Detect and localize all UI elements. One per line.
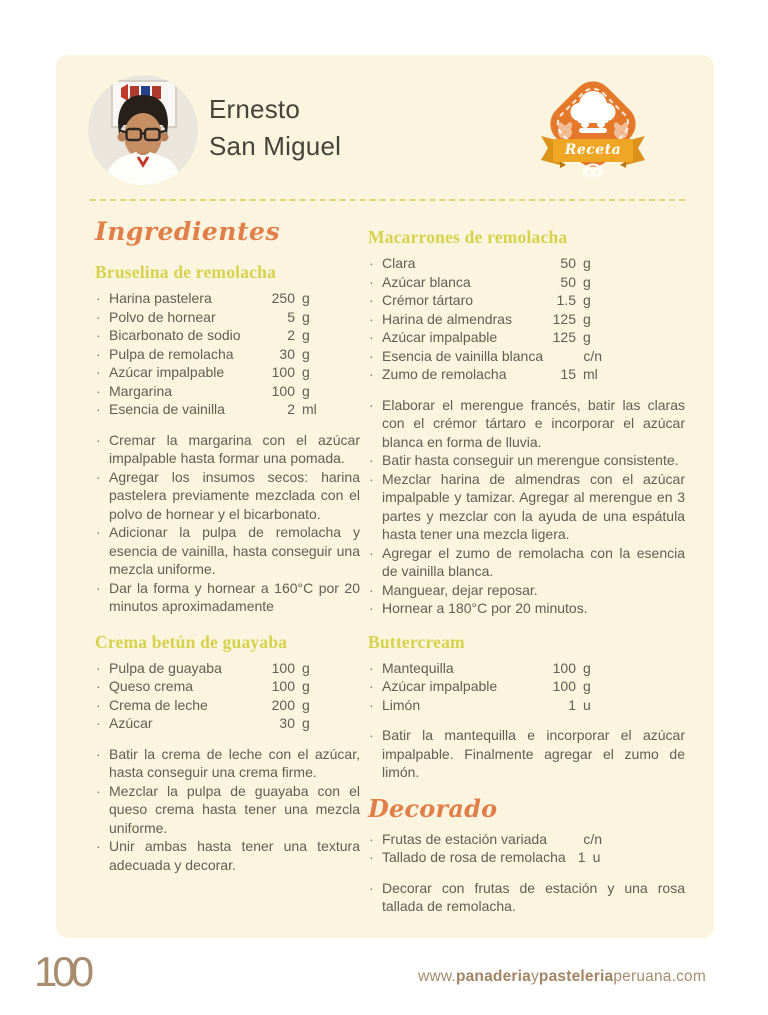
ingredient-row [95,289,321,308]
url-mid: y [530,968,539,985]
section-title: Macarrones de remolacha [368,227,568,247]
ingredient-row [95,308,321,327]
ingredient-name: · Harina de almendras [382,310,512,327]
ingredient-row [95,345,321,364]
ingredient-quantity: 2 [287,401,295,417]
url-bold-panaderia: panaderia [455,968,531,985]
section-title: Buttercream [368,631,465,652]
chef-portrait-photo-icon [88,75,198,185]
ingredient-unit: g [302,345,310,362]
ingredient-row [368,291,602,310]
step-list [368,879,685,916]
ingredient-name: · Clara [382,255,416,271]
step-item: · Elaborar el merengue francés, batir las claras con el crémor tártaro e incorporar el azúcar blanca en forma de lluvia. [368,396,685,452]
ingredient-unit: g [583,329,591,345]
ingredient-row [368,254,602,273]
step-list [368,726,685,782]
ingredient-unit: u [583,696,591,713]
ingredient-unit: g [302,327,310,343]
ingredient-name: · Azúcar blanca [382,273,471,290]
ingredient-name: · Azúcar impalpable [382,329,498,345]
step-item: · Hornear a 180°C por 20 minutos. [368,599,685,618]
website-url [418,968,706,986]
ingredient-name: · Esencia de vainilla [109,401,225,417]
ingredient-unit: u [592,849,601,865]
receta-badge [538,71,648,185]
url-suffix: peruana.com [613,968,706,985]
url-bold-pasteleria: pasteleria [538,968,614,985]
chef-hat-badge-icon [538,71,648,185]
ingredient-quantity [543,347,576,366]
header [56,55,714,185]
ingredient-quantity: 200 [271,696,295,713]
ingredient-row [368,677,602,696]
step-item: · Dar la forma y hornear a 160°C por 20 minutos aproximadamente [95,579,360,616]
ingredient-list [95,659,321,733]
ingredient-unit: g [302,382,310,399]
ingredient-list [368,830,602,867]
ingredient-name: · Margarina [109,382,173,399]
ingredients-heading: Ingredientes [95,217,281,246]
ingredient-row [95,677,321,696]
step-item: · Batir hasta conseguir un merengue consistente. [368,451,685,470]
ingredient-quantity: 15 [560,366,576,382]
step-item: · Cremar la margarina con el azúcar impalpable hasta formar una pomada. [95,431,360,468]
ingredient-unit: ml [583,366,598,382]
step-item: · Manguear, dejar reposar. [368,581,685,600]
ingredient-name: · Pulpa de remolacha [109,345,234,362]
ingredient-quantity: 1 [577,849,586,865]
ingredient-list [368,254,602,384]
ingredient-row [368,659,602,678]
step-item: · Mezclar la pulpa de guayaba con el queso crema hasta tener una mezcla uniforme. [95,782,360,838]
ingredient-row [368,848,602,867]
chef-last-name: San Miguel [209,131,342,161]
ingredient-name: · Harina pastelera [109,290,212,306]
step-list [368,396,685,618]
section-buttercream [368,632,685,782]
ingredient-quantity: 100 [552,659,576,676]
step-list [95,431,360,616]
step-item: · Decorar con frutas de estación y una rosa tallada de remolacha. [368,879,685,916]
ingredient-quantity: 50 [560,255,576,271]
chef-name [209,91,341,165]
ingredient-unit: g [583,273,591,290]
ingredient-row [368,696,602,715]
ingredient-quantity: 1 [568,696,576,713]
section-title: Decorado [368,793,498,823]
ingredient-unit: ml [302,401,317,417]
step-item: · Unir ambas hasta tener una textura adecuada y decorar. [95,837,360,874]
ingredient-unit: g [302,364,310,380]
section-crema-betun [95,632,360,875]
ingredient-name: · Pulpa de guayaba [109,659,222,676]
step-list [95,745,360,875]
ingredient-quantity: 30 [279,715,295,731]
ingredient-list [95,289,321,419]
step-item: · Adicionar la pulpa de remolacha y esencia de vainilla, hasta conseguir una mezcla uniforme. [95,523,360,579]
ingredient-row [95,714,321,733]
ingredient-name: · Tallado de rosa de remolacha [382,849,566,865]
section-bruselina [95,262,360,616]
ingredient-name: · Frutas de estación variada [382,830,547,847]
ingredient-quantity [547,830,576,849]
ingredient-quantity: 5 [287,308,295,325]
ingredient-unit: g [583,292,591,308]
step-item: · Batir la crema de leche con el azúcar, hasta conseguir una crema firme. [95,745,360,782]
ingredient-name: · Queso crema [109,678,194,694]
ingredient-name: · Limón [382,696,421,713]
ingredient-name: · Mantequilla [382,659,454,676]
ingredient-quantity: 125 [552,329,576,345]
ingredient-unit: g [583,310,591,327]
ingredient-quantity: 30 [279,345,295,362]
step-item: · Agregar los insumos secos: harina pastelera previamente mezclada con el polvo de hornear y el bicarbonato. [95,468,360,524]
ingredient-row [368,273,602,292]
chef-photo [88,75,198,185]
ingredient-name: · Esencia de vainilla blanca [382,347,544,364]
ingredient-name: · Crémor tártaro [382,292,474,308]
ingredient-row [368,328,602,347]
ingredient-name: · Azúcar impalpable [109,364,225,380]
step-item: · Batir la mantequilla e incorporar el azúcar impalpable. Finalmente agregar el zumo de limón. [368,726,685,782]
ingredient-quantity: 100 [271,382,295,399]
ingredient-row [368,830,602,849]
ingredient-unit: g [302,696,310,713]
left-column [95,217,360,916]
ingredient-row [95,363,321,382]
ingredient-row [95,382,321,401]
ingredient-unit: c/n [583,830,602,847]
url-prefix: www. [418,968,456,985]
ingredient-quantity: 50 [560,273,576,290]
ingredient-unit: g [302,678,310,694]
ingredient-quantity: 100 [271,364,295,380]
ingredient-row [368,365,602,384]
ingredient-name: · Polvo de hornear [109,308,216,325]
badge-label: Receta [564,142,622,158]
ingredient-unit: g [302,715,310,731]
ingredient-quantity: 100 [271,659,295,676]
ingredient-quantity: 250 [271,290,295,306]
ingredient-name: · Zumo de remolacha [382,366,507,382]
ingredient-row [368,347,602,366]
ingredient-row [95,659,321,678]
step-item: · Agregar el zumo de remolacha con la esencia de vainilla blanca. [368,544,685,581]
ingredient-row [368,310,602,329]
ingredient-unit: g [583,255,591,271]
step-item: · Mezclar harina de almendras con el azúcar impalpable y tamizar. Agregar al merengue en 3 partes y mezclar con la ayuda de una espátula hasta tener una mezcla ligera. [368,470,685,544]
ingredient-unit: g [302,659,310,676]
section-decorado [368,794,685,916]
section-title: Bruselina de remolacha [95,262,277,282]
ingredient-unit: g [583,678,591,694]
ingredient-quantity: 125 [552,310,576,327]
recipe-content [56,201,714,916]
ingredient-unit: g [583,659,591,676]
ingredient-quantity: 100 [552,678,576,694]
ingredient-row [95,326,321,345]
right-column [368,217,685,916]
ingredient-name: · Azúcar [109,715,153,731]
ingredient-quantity: 2 [287,327,295,343]
section-macarrones [368,227,685,618]
page-number: 100 [34,948,90,995]
ingredient-name: · Bicarbonato de sodio [109,327,241,343]
ingredient-row [95,696,321,715]
ingredient-unit: g [302,290,310,306]
recipe-card [56,55,714,938]
ingredient-list [368,659,602,715]
ingredient-quantity: 1.5 [556,292,576,308]
chef-first-name: Ernesto [209,94,301,124]
section-title: Crema betún de guayaba [95,631,288,652]
ingredient-unit: c/n [583,347,602,364]
ingredient-row [95,400,321,419]
ingredient-name: · Azúcar impalpable [382,678,498,694]
ingredient-name: · Crema de leche [109,696,208,713]
ingredient-unit: g [302,308,310,325]
ingredient-quantity: 100 [271,678,295,694]
